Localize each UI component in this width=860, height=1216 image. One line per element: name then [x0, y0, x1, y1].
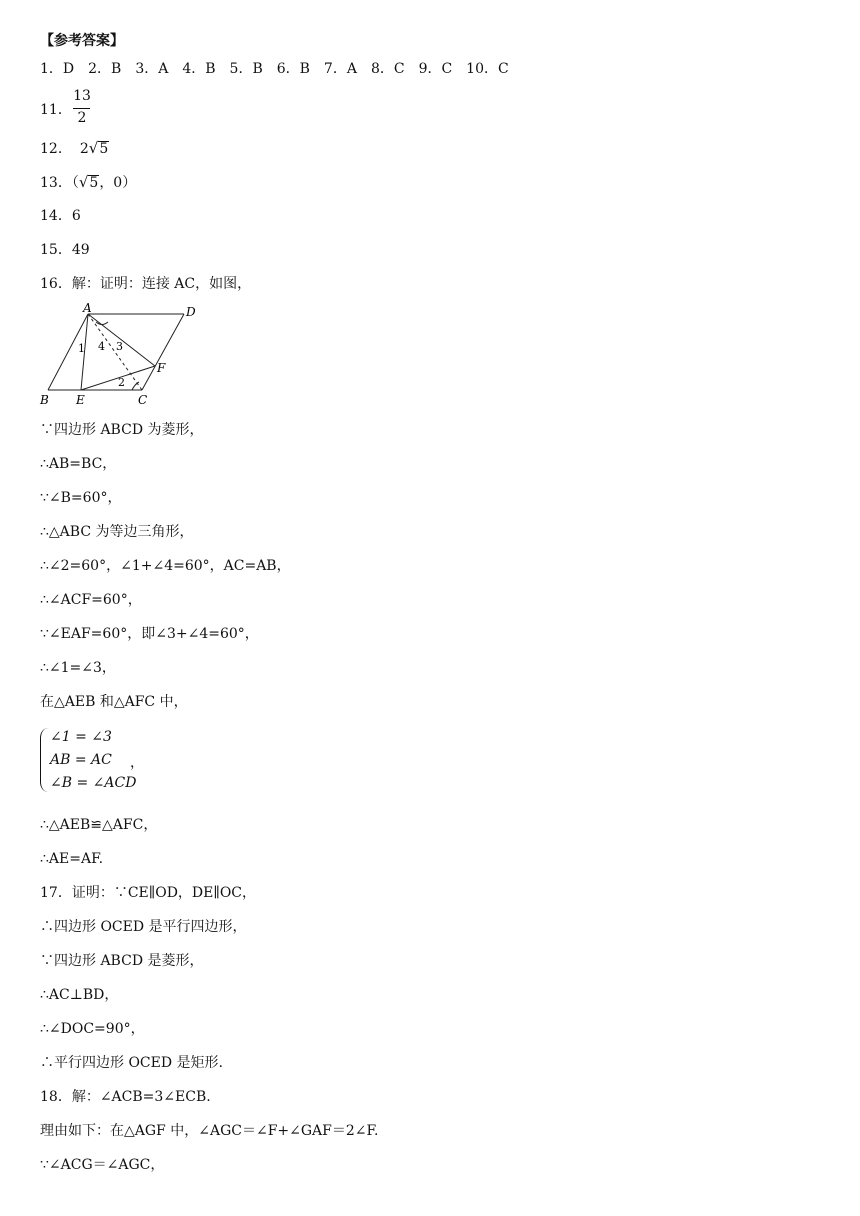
equation-system-brace — [40, 728, 49, 792]
sqrt-icon: √ — [78, 173, 89, 191]
fraction-bar — [73, 108, 90, 109]
figure-label-f: F — [157, 361, 166, 375]
q15-answer: 15．49 — [40, 242, 90, 258]
q18-line: ∵∠ACG＝∠AGC， — [40, 1157, 165, 1173]
system-row-3: ∠B = ∠ACD — [50, 775, 137, 791]
q11-numerator: 13 — [73, 88, 91, 104]
figure-label-a: A — [83, 301, 92, 315]
q16-line: ∴∠ACF=60°， — [40, 592, 142, 608]
q16-conclusion: ∴△AEB≌△AFC， — [40, 817, 158, 833]
angle-label-3: 3 — [116, 340, 123, 353]
q17-line: ∵四边形 ABCD 是菱形， — [40, 953, 204, 969]
q16-line: ∴△ABC 为等边三角形， — [40, 524, 194, 540]
system-comma: ， — [130, 755, 144, 771]
q17-line: 17．证明：∵CE∥OD，DE∥OC， — [40, 885, 257, 901]
q17-line: ∴四边形 OCED 是平行四边形， — [40, 919, 247, 935]
q17-line: ∴平行四边形 OCED 是矩形. — [40, 1055, 223, 1071]
q11-index: 11． — [40, 102, 72, 118]
system-row-1: ∠1 = ∠3 — [50, 729, 112, 745]
q16-intro: 16．解：证明：连接 AC，如图， — [40, 276, 252, 292]
q16-line: ∵四边形 ABCD 为菱形， — [40, 422, 204, 438]
q16-line: 在△AEB 和△AFC 中， — [40, 694, 188, 710]
q16-conclusion: ∴AE=AF. — [40, 851, 104, 867]
sqrt-icon: √ — [88, 139, 99, 157]
angle-label-2: 2 — [118, 376, 125, 389]
q16-line: ∴∠1=∠3， — [40, 660, 116, 676]
q16-line: ∵∠B=60°， — [40, 490, 122, 506]
q17-line: ∴AC⊥BD， — [40, 987, 119, 1003]
q18-line: 18．解：∠ACB=3∠ECB. — [40, 1089, 211, 1105]
q13-answer: 13．（√5，0） — [40, 173, 137, 191]
mc-answers: 1．D 2．B 3．A 4．B 5．B 6．B 7．A 8．C 9．C 10．C — [40, 61, 509, 77]
figure-label-e: E — [76, 393, 85, 407]
figure-label-b: B — [40, 393, 49, 407]
q17-line: ∴∠DOC=90°， — [40, 1021, 145, 1037]
angle-label-4: 4 — [98, 340, 105, 353]
angle-label-1: 1 — [78, 342, 85, 355]
q16-line: ∵∠EAF=60°，即∠3+∠4=60°， — [40, 626, 259, 642]
system-row-2: AB = AC — [50, 752, 112, 768]
figure-label-d: D — [186, 305, 196, 319]
q16-line: ∴AB=BC， — [40, 456, 117, 472]
answer-heading: 【参考答案】 — [40, 33, 124, 49]
q12-answer: 12． 2√5 — [40, 139, 109, 157]
rhombus-figure — [36, 300, 208, 410]
q16-line: ∴∠2=60°，∠1+∠4=60°，AC=AB， — [40, 558, 291, 574]
q14-answer: 14．6 — [40, 208, 81, 224]
q11-denominator: 2 — [77, 110, 87, 126]
q18-line: 理由如下：在△AGF 中，∠AGC＝∠F+∠GAF＝2∠F. — [40, 1123, 379, 1139]
figure-label-c: C — [138, 393, 148, 407]
